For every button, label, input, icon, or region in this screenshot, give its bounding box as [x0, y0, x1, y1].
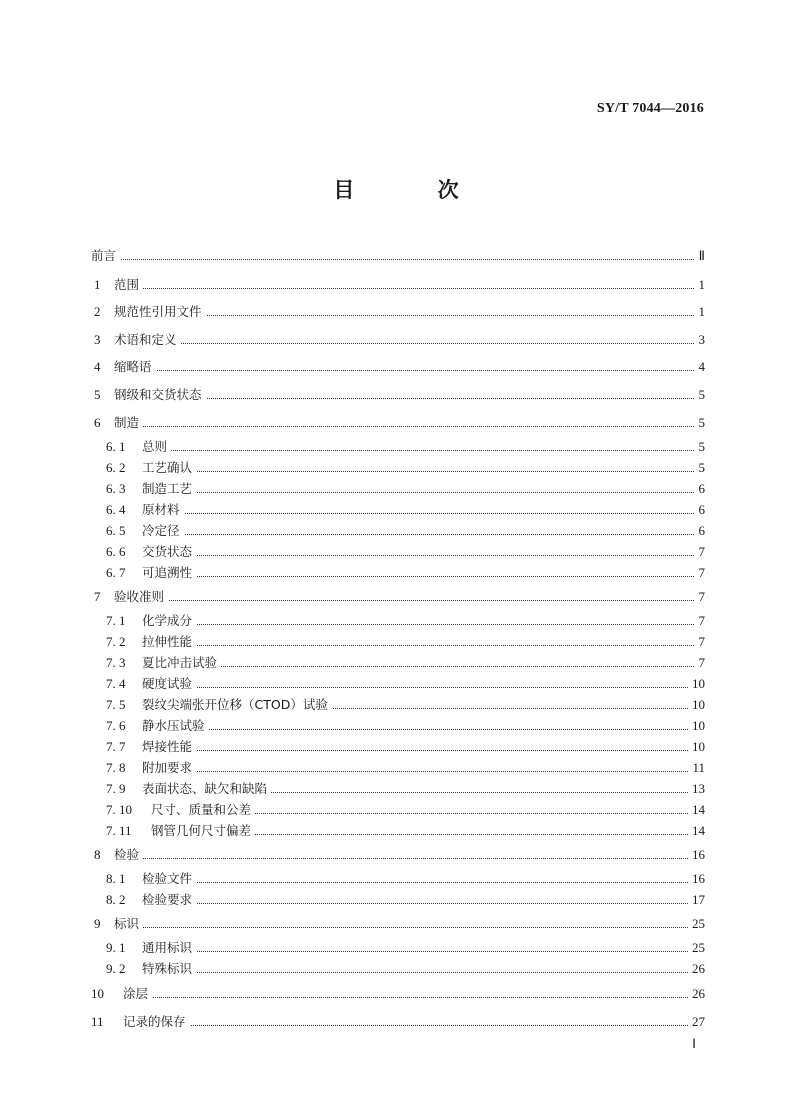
toc-entry-page: 7: [696, 563, 706, 583]
toc-entry[interactable]: [0, 437, 792, 457]
toc-dot-leader: [142, 972, 694, 973]
toc-entry[interactable]: [0, 737, 792, 757]
standard-number: SY/T 7044—2016: [596, 101, 704, 116]
toc-entry[interactable]: [0, 821, 792, 841]
toc-entry-label: 钢级和交货状态: [114, 385, 206, 405]
toc-entry[interactable]: [0, 330, 792, 350]
toc-dot-leader: [142, 450, 694, 451]
page-folio: Ⅰ: [692, 1036, 696, 1051]
toc-dot-leader: [142, 666, 694, 667]
toc-entry-number: 8: [94, 847, 101, 862]
toc-dot-leader: [114, 600, 694, 601]
toc-entry-number: 7. 1: [106, 613, 126, 628]
toc-entry-page: 14: [689, 821, 705, 841]
toc-dot-leader: [142, 750, 694, 751]
toc-entry-number: 7. 11: [106, 823, 132, 838]
toc-entry-number: 11: [91, 1014, 104, 1029]
toc-entry[interactable]: [0, 458, 792, 478]
toc-entry-page: 7: [696, 653, 706, 673]
toc-entry-label: 静水压试验: [142, 716, 209, 736]
toc-dot-leader: [142, 492, 694, 493]
toc-entry[interactable]: [0, 587, 792, 607]
toc-entry[interactable]: [0, 500, 792, 520]
toc-entry[interactable]: [0, 695, 792, 715]
toc-entry[interactable]: [0, 758, 792, 778]
toc-entry-page: 16: [689, 869, 705, 889]
toc-entry-page: 5: [696, 413, 706, 433]
toc-dot-leader: [114, 858, 694, 859]
toc-entry-label: 化学成分: [142, 611, 196, 631]
toc-entry-label: 制造: [114, 413, 143, 433]
toc-entry-number: 7. 8: [106, 760, 126, 775]
toc-entry-label: 通用标识: [142, 938, 196, 958]
toc-entry-page: 11: [689, 758, 705, 778]
toc-entry-page: 27: [689, 1012, 705, 1032]
toc-entry-number: 7: [94, 589, 101, 604]
toc-entry-number: 4: [94, 359, 101, 374]
toc-dot-leader: [142, 576, 694, 577]
toc-entry-page: 6: [696, 521, 706, 541]
toc-entry-number: 1: [94, 277, 101, 292]
toc-entry-page: 1: [696, 275, 706, 295]
toc-entry[interactable]: [0, 984, 792, 1004]
toc-entry-number: 6. 1: [106, 439, 126, 454]
toc-entry-number: 6. 2: [106, 460, 126, 475]
toc-entry-page: 10: [689, 716, 705, 736]
toc-entry[interactable]: [0, 938, 792, 958]
toc-entry-number: 6: [94, 415, 101, 430]
toc-entry-page: 1: [696, 302, 706, 322]
toc-entry[interactable]: [0, 1012, 792, 1032]
toc-dot-leader: [142, 687, 694, 688]
toc-entry[interactable]: [0, 674, 792, 694]
page-title: 目 次: [333, 178, 497, 202]
toc-entry-page: 14: [689, 800, 705, 820]
toc-entry-page: 7: [696, 611, 706, 631]
toc-entry-page: 17: [689, 890, 705, 910]
toc-entry-label: 制造工艺: [142, 479, 196, 499]
toc-entry-number: 7. 4: [106, 676, 126, 691]
toc-entry-label: 标识: [114, 914, 143, 934]
toc-entry-label: 拉伸性能: [142, 632, 196, 652]
toc-entry[interactable]: [0, 800, 792, 820]
toc-entry[interactable]: [0, 413, 792, 433]
toc-entry-label: 记录的保存: [123, 1012, 190, 1032]
toc-entry[interactable]: [0, 542, 792, 562]
toc-entry-page: 5: [696, 437, 706, 457]
toc-entry-label: 交货状态: [142, 542, 196, 562]
toc-dot-leader: [142, 903, 694, 904]
toc-entry-page: 16: [689, 845, 705, 865]
toc-entry-label: 冷定径: [142, 521, 184, 541]
toc-dot-leader: [142, 729, 694, 730]
toc-dot-leader: [123, 1025, 694, 1026]
toc-entry-page: 26: [689, 959, 705, 979]
toc-entry-number: 8. 1: [106, 871, 126, 886]
toc-entry-label: 夏比冲击试验: [142, 653, 221, 673]
toc-entry[interactable]: [0, 716, 792, 736]
toc-entry-label: 缩略语: [114, 357, 156, 377]
toc-entry[interactable]: [0, 479, 792, 499]
toc-entry-label: 检验文件: [142, 869, 196, 889]
toc-dot-leader: [142, 771, 694, 772]
toc-entry[interactable]: [0, 521, 792, 541]
toc-entry-page: 25: [689, 938, 705, 958]
toc-entry-label: 前言: [91, 246, 120, 266]
toc-dot-leader: [142, 645, 694, 646]
toc-entry[interactable]: [0, 914, 792, 934]
toc-entry-number: 6. 4: [106, 502, 126, 517]
toc-entry-page: 3: [696, 330, 706, 350]
toc-entry-label: 附加要求: [142, 758, 196, 778]
toc-entry[interactable]: [0, 563, 792, 583]
toc-entry-number: 7. 2: [106, 634, 126, 649]
toc-entry-number: 6. 7: [106, 565, 126, 580]
toc-entry-label: 规范性引用文件: [114, 302, 206, 322]
toc-entry-label: 检验: [114, 845, 143, 865]
toc-entry-label: 裂纹尖端张开位移（CTOD）试验: [142, 695, 332, 715]
toc-entry[interactable]: [0, 246, 792, 266]
toc-dot-leader: [142, 513, 694, 514]
toc-dot-leader: [142, 882, 694, 883]
toc-entry-page: 5: [696, 385, 706, 405]
toc-entry[interactable]: [0, 302, 792, 322]
toc-entry[interactable]: [0, 275, 792, 295]
toc-entry-page: 4: [696, 357, 706, 377]
toc-entry-label: 验收准则: [114, 587, 168, 607]
toc-dot-leader: [142, 624, 694, 625]
toc-entry-page: 7: [696, 587, 706, 607]
toc-entry-page: 10: [689, 695, 705, 715]
toc-dot-leader: [123, 997, 694, 998]
toc-entry-page: 10: [689, 674, 705, 694]
toc-entry-number: 7. 6: [106, 718, 126, 733]
toc-entry-page: Ⅱ: [696, 246, 705, 266]
toc-entry[interactable]: [0, 653, 792, 673]
toc-entry-number: 5: [94, 387, 101, 402]
toc-entry-number: 6. 5: [106, 523, 126, 538]
toc-entry[interactable]: [0, 632, 792, 652]
toc-entry-page: 13: [689, 779, 705, 799]
toc-entry[interactable]: [0, 385, 792, 405]
toc-entry-label: 工艺确认: [142, 458, 196, 478]
toc-entry-number: 9: [94, 916, 101, 931]
toc-dot-leader: [91, 259, 694, 260]
toc-entry[interactable]: [0, 845, 792, 865]
toc-entry-page: 6: [696, 479, 706, 499]
toc-entry-label: 特殊标识: [142, 959, 196, 979]
toc-entry-number: 7. 3: [106, 655, 126, 670]
toc-entry-label: 硬度试验: [142, 674, 196, 694]
toc-dot-leader: [142, 555, 694, 556]
toc-entry-label: 涂层: [123, 984, 152, 1004]
toc-dot-leader: [114, 288, 694, 289]
toc-entry-label: 范围: [114, 275, 143, 295]
toc-entry[interactable]: [0, 779, 792, 799]
toc-dot-leader: [114, 426, 694, 427]
toc-entry-number: 7. 9: [106, 781, 126, 796]
toc-entry-label: 检验要求: [142, 890, 196, 910]
toc-entry[interactable]: [0, 357, 792, 377]
toc-entry-page: 26: [689, 984, 705, 1004]
toc-entry-label: 总则: [142, 437, 171, 457]
toc-entry-page: 7: [696, 542, 706, 562]
toc-entry-number: 6. 3: [106, 481, 126, 496]
toc-dot-leader: [142, 471, 694, 472]
toc-entry-number: 7. 10: [106, 802, 132, 817]
toc-entry[interactable]: [0, 890, 792, 910]
toc-entry-number: 7. 5: [106, 697, 126, 712]
toc-entry-label: 可追溯性: [142, 563, 196, 583]
toc-entry-number: 2: [94, 304, 101, 319]
toc-entry-page: 25: [689, 914, 705, 934]
toc-entry-number: 9. 2: [106, 961, 126, 976]
toc-entry[interactable]: [0, 869, 792, 889]
toc-entry-page: 6: [696, 500, 706, 520]
toc-entry-number: 8. 2: [106, 892, 126, 907]
toc-entry-label: 钢管几何尺寸偏差: [151, 821, 255, 841]
toc-dot-leader: [142, 951, 694, 952]
toc-entry-number: 10: [91, 986, 104, 1001]
toc-entry-number: 3: [94, 332, 101, 347]
toc-entry[interactable]: [0, 959, 792, 979]
toc-entry-number: 7. 7: [106, 739, 126, 754]
toc-entry-page: 7: [696, 632, 706, 652]
toc-dot-leader: [114, 343, 694, 344]
toc-entry-number: 9. 1: [106, 940, 126, 955]
toc-dot-leader: [142, 534, 694, 535]
toc-dot-leader: [114, 370, 694, 371]
toc-entry-label: 表面状态、缺欠和缺陷: [142, 779, 271, 799]
toc-entry-label: 术语和定义: [114, 330, 181, 350]
toc-entry-label: 焊接性能: [142, 737, 196, 757]
toc-entry-page: 10: [689, 737, 705, 757]
toc-entry[interactable]: [0, 611, 792, 631]
toc-dot-leader: [114, 927, 694, 928]
toc-entry-label: 原材料: [142, 500, 184, 520]
toc-entry-number: 6. 6: [106, 544, 126, 559]
toc-entry-page: 5: [696, 458, 706, 478]
toc-entry-label: 尺寸、质量和公差: [151, 800, 255, 820]
